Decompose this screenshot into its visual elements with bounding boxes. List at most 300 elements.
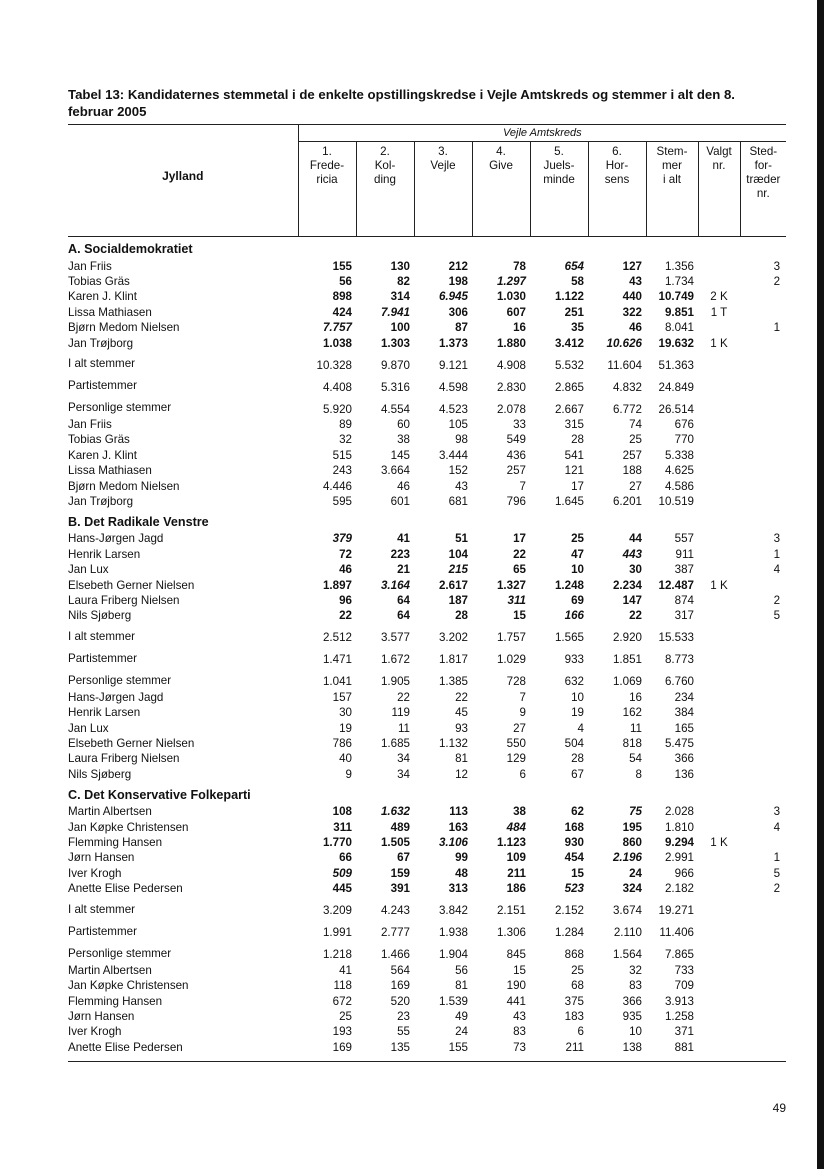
vote-cell: 10 bbox=[571, 690, 584, 704]
vote-cell: 7 bbox=[519, 479, 526, 493]
total-cell: 26.514 bbox=[658, 402, 694, 416]
row-label: Bjørn Medom Nielsen bbox=[68, 321, 180, 335]
vote-cell: 48 bbox=[455, 866, 468, 880]
vote-cell: 313 bbox=[448, 882, 468, 896]
vote-cell: 28 bbox=[571, 433, 584, 447]
elected-cell bbox=[698, 274, 740, 289]
table-row bbox=[68, 494, 786, 509]
vote-cell: 391 bbox=[390, 882, 410, 896]
header-corner bbox=[68, 125, 298, 142]
vote-cell: 211 bbox=[507, 866, 526, 880]
summary-row bbox=[68, 624, 786, 646]
vote-cell: 81 bbox=[455, 752, 468, 766]
row-label: Anette Elise Pedersen bbox=[68, 882, 183, 896]
elected-cell bbox=[698, 897, 740, 919]
total-cell: 3.913 bbox=[664, 994, 694, 1008]
elected-cell bbox=[698, 820, 740, 835]
vote-cell: 445 bbox=[332, 882, 352, 896]
column-header bbox=[414, 142, 472, 237]
row-label: Nils Sjøberg bbox=[68, 767, 132, 781]
row-label: Laura Friberg Nielsen bbox=[68, 594, 180, 607]
total-cell: 1.258 bbox=[664, 1009, 694, 1023]
total-cell: 770 bbox=[674, 433, 694, 447]
total-cell: 557 bbox=[674, 532, 694, 546]
substitute-cell: 1 bbox=[773, 321, 781, 335]
bottom-rule-cell bbox=[68, 1055, 786, 1062]
vote-cell: 159 bbox=[390, 866, 410, 880]
vote-cell: 1.122 bbox=[554, 290, 584, 304]
substitute-cell bbox=[740, 721, 786, 736]
party-heading-row bbox=[68, 236, 786, 259]
column-header-line: minde bbox=[543, 173, 575, 186]
vote-cell: 3.674 bbox=[612, 904, 642, 918]
vote-cell: 27 bbox=[513, 721, 526, 735]
row-label: Personlige stemmer bbox=[68, 401, 172, 415]
substitute-cell bbox=[740, 494, 786, 509]
vote-cell: 4.598 bbox=[438, 380, 468, 394]
total-cell: 165 bbox=[674, 721, 694, 735]
table-row bbox=[68, 721, 786, 736]
party-heading-row bbox=[68, 782, 786, 804]
row-label: Jan Køpke Christensen bbox=[68, 820, 189, 834]
substitute-cell: 4 bbox=[773, 563, 781, 577]
elected-cell bbox=[698, 593, 740, 608]
substitute-cell bbox=[740, 417, 786, 432]
vote-cell: 2.777 bbox=[380, 926, 410, 940]
vote-cell: 46 bbox=[629, 321, 642, 335]
vote-cell: 25 bbox=[571, 963, 584, 977]
elected-cell bbox=[698, 866, 740, 881]
vote-cell: 45 bbox=[455, 706, 468, 720]
table-row bbox=[68, 994, 786, 1009]
vote-cell: 49 bbox=[455, 1009, 468, 1023]
party-name: B. Det Radikale Venstre bbox=[68, 514, 209, 529]
elected-cell bbox=[698, 994, 740, 1009]
total-cell: 136 bbox=[674, 767, 694, 781]
vote-cell: 169 bbox=[332, 1040, 352, 1054]
vote-cell: 1.685 bbox=[380, 737, 410, 751]
vote-cell: 28 bbox=[455, 609, 468, 623]
elected-cell: 1 K bbox=[710, 836, 728, 850]
elected-cell: 1 T bbox=[710, 305, 728, 319]
elected-cell bbox=[698, 804, 740, 819]
substitute-cell bbox=[740, 1024, 786, 1039]
vote-cell: 1.851 bbox=[612, 653, 642, 667]
elected-cell bbox=[698, 320, 740, 335]
elected-cell bbox=[698, 705, 740, 720]
row-label: Personlige stemmer bbox=[68, 674, 172, 688]
elected-cell bbox=[698, 963, 740, 978]
vote-cell: 672 bbox=[332, 994, 352, 1008]
vote-cell: 54 bbox=[629, 752, 642, 766]
vote-cell: 1.306 bbox=[496, 926, 526, 940]
total-cell: 234 bbox=[674, 690, 694, 704]
table-row bbox=[68, 289, 786, 304]
vote-cell: 27 bbox=[629, 479, 642, 493]
substitute-cell: 5 bbox=[773, 609, 781, 623]
column-header-line: træder bbox=[746, 173, 781, 186]
row-label: Iver Krogh bbox=[68, 866, 122, 880]
vote-cell: 138 bbox=[622, 1040, 642, 1054]
row-label: Henrik Larsen bbox=[68, 547, 141, 561]
vote-cell: 65 bbox=[513, 563, 526, 577]
column-header-line: 6. bbox=[612, 145, 622, 158]
substitute-cell bbox=[740, 624, 786, 646]
substitute-cell: 5 bbox=[773, 866, 781, 880]
substitute-cell bbox=[740, 463, 786, 478]
elected-cell bbox=[698, 562, 740, 577]
total-cell: 1.356 bbox=[664, 259, 694, 273]
column-header-line: 2. bbox=[380, 145, 390, 158]
vote-cell: 38 bbox=[513, 805, 526, 819]
vote-cell: 1.030 bbox=[496, 290, 526, 304]
total-cell: 8.773 bbox=[664, 653, 694, 667]
vote-cell: 16 bbox=[629, 690, 642, 704]
substitute-cell: 3 bbox=[773, 259, 781, 273]
vote-cell: 4.832 bbox=[612, 380, 642, 394]
elected-cell bbox=[698, 432, 740, 447]
elected-cell bbox=[698, 494, 740, 509]
row-label: Martin Albertsen bbox=[68, 963, 152, 977]
vote-cell: 78 bbox=[513, 259, 526, 273]
elected-cell bbox=[698, 395, 740, 417]
vote-cell: 1.038 bbox=[322, 336, 352, 350]
substitute-cell bbox=[740, 963, 786, 978]
vote-cell: 1.897 bbox=[322, 578, 352, 592]
vote-cell: 523 bbox=[564, 882, 584, 896]
substitute-cell bbox=[740, 941, 786, 963]
elected-cell bbox=[698, 767, 740, 782]
vote-cell: 105 bbox=[448, 417, 468, 431]
vote-cell: 3.577 bbox=[380, 631, 410, 645]
row-label: Lissa Mathiasen bbox=[68, 305, 152, 319]
vote-cell: 1.297 bbox=[496, 274, 526, 288]
vote-cell: 89 bbox=[339, 417, 352, 431]
vote-cell: 4.554 bbox=[380, 402, 410, 416]
vote-cell: 1.565 bbox=[554, 631, 584, 645]
vote-cell: 1.938 bbox=[438, 926, 468, 940]
summary-row bbox=[68, 373, 786, 395]
vote-cell: 24 bbox=[455, 1025, 468, 1039]
vote-cell: 135 bbox=[390, 1040, 410, 1054]
column-header-line: Give bbox=[489, 159, 513, 172]
vote-cell: 11 bbox=[397, 721, 410, 735]
vote-cell: 118 bbox=[333, 979, 352, 993]
total-cell: 676 bbox=[674, 417, 694, 431]
vote-cell: 1.123 bbox=[496, 836, 526, 850]
total-cell: 10.519 bbox=[658, 494, 694, 508]
vote-cell: 19 bbox=[339, 721, 352, 735]
vote-cell: 1.672 bbox=[380, 653, 410, 667]
row-label: Laura Friberg Nielsen bbox=[68, 752, 180, 766]
vote-cell: 55 bbox=[397, 1025, 410, 1039]
vote-cell: 30 bbox=[629, 563, 642, 577]
vote-cell: 46 bbox=[339, 563, 352, 577]
table-row bbox=[68, 336, 786, 351]
substitute-cell: 2 bbox=[773, 882, 781, 896]
vote-cell: 515 bbox=[332, 448, 352, 462]
vote-cell: 4.446 bbox=[322, 479, 352, 493]
substitute-cell: 2 bbox=[773, 594, 781, 607]
summary-row bbox=[68, 919, 786, 941]
vote-cell: 22 bbox=[513, 547, 526, 561]
vote-cell: 186 bbox=[506, 882, 526, 896]
substitute-cell bbox=[740, 395, 786, 417]
vote-cell: 520 bbox=[390, 994, 410, 1008]
vote-cell: 1.284 bbox=[554, 926, 584, 940]
vote-cell: 366 bbox=[622, 994, 642, 1008]
vote-cell: 168 bbox=[564, 820, 584, 834]
vote-cell: 818 bbox=[622, 737, 642, 751]
column-header-line: 4. bbox=[496, 145, 506, 158]
vote-cell: 23 bbox=[397, 1009, 410, 1023]
vote-cell: 1.904 bbox=[438, 948, 468, 962]
vote-cell: 82 bbox=[397, 274, 410, 288]
vote-cell: 15 bbox=[513, 609, 526, 623]
vote-cell: 11.604 bbox=[607, 358, 642, 372]
vote-cell: 440 bbox=[622, 290, 642, 304]
total-cell: 911 bbox=[675, 547, 694, 561]
column-header-line: Hor- bbox=[605, 159, 629, 172]
vote-cell: 69 bbox=[571, 594, 584, 607]
total-cell: 11.406 bbox=[659, 926, 694, 940]
vote-cell: 66 bbox=[339, 851, 352, 865]
elected-cell bbox=[698, 646, 740, 668]
elected-cell: 1 K bbox=[710, 578, 728, 592]
vote-cell: 1.905 bbox=[380, 675, 410, 689]
table-bottom-rule bbox=[68, 1055, 786, 1062]
column-header-line: Frede- bbox=[309, 159, 345, 172]
vote-cell: 315 bbox=[564, 417, 584, 431]
vote-cell: 243 bbox=[332, 464, 352, 478]
vote-cell: 1.385 bbox=[438, 675, 468, 689]
vote-cell: 2.151 bbox=[496, 904, 526, 918]
total-cell: 24.849 bbox=[658, 380, 694, 394]
column-header-line: for- bbox=[754, 159, 772, 172]
vote-cell: 157 bbox=[332, 690, 352, 704]
total-cell: 966 bbox=[674, 866, 694, 880]
total-cell: 8.041 bbox=[664, 321, 694, 335]
vote-cell: 681 bbox=[448, 494, 468, 508]
vote-cell: 6.772 bbox=[612, 402, 642, 416]
scan-edge bbox=[817, 0, 824, 1169]
elected-cell bbox=[698, 751, 740, 766]
column-header-line: 5. bbox=[554, 145, 564, 158]
row-label: Lissa Mathiasen bbox=[68, 464, 152, 478]
vote-cell: 43 bbox=[513, 1009, 526, 1023]
vote-cell: 601 bbox=[390, 494, 410, 508]
summary-row bbox=[68, 941, 786, 963]
elected-cell bbox=[698, 941, 740, 963]
vote-cell: 935 bbox=[622, 1009, 642, 1023]
table-row bbox=[68, 305, 786, 320]
vote-cell: 127 bbox=[622, 259, 642, 273]
vote-cell: 119 bbox=[391, 706, 410, 720]
vote-cell: 1.041 bbox=[322, 675, 352, 689]
row-label: Jan Trøjborg bbox=[68, 336, 134, 350]
vote-cell: 5.920 bbox=[322, 402, 352, 416]
total-cell: 4.625 bbox=[664, 464, 694, 478]
substitute-cell: 3 bbox=[773, 532, 781, 546]
column-header-line: Sted- bbox=[749, 145, 778, 158]
vote-cell: 28 bbox=[571, 752, 584, 766]
row-label: Flemming Hansen bbox=[68, 836, 163, 850]
vote-cell: 188 bbox=[622, 464, 642, 478]
table-row bbox=[68, 804, 786, 819]
substitute-cell: 1 bbox=[773, 547, 781, 561]
row-label: Partistemmer bbox=[68, 924, 137, 938]
total-cell: 881 bbox=[674, 1040, 694, 1054]
elected-cell bbox=[698, 1009, 740, 1024]
vote-cell: 1.327 bbox=[496, 578, 526, 592]
vote-cell: 19 bbox=[571, 706, 584, 720]
vote-table bbox=[68, 124, 786, 1062]
vote-cell: 251 bbox=[564, 305, 584, 319]
substitute-cell bbox=[740, 897, 786, 919]
vote-cell: 129 bbox=[506, 752, 526, 766]
elected-cell bbox=[698, 1040, 740, 1055]
vote-cell: 2.110 bbox=[613, 926, 642, 940]
row-label: Jan Friis bbox=[68, 417, 112, 431]
column-header bbox=[588, 142, 646, 237]
substitute-cell: 4 bbox=[773, 820, 781, 834]
vote-cell: 169 bbox=[390, 979, 410, 993]
vote-cell: 190 bbox=[506, 979, 526, 993]
vote-cell: 22 bbox=[397, 690, 410, 704]
vote-cell: 25 bbox=[629, 433, 642, 447]
summary-row bbox=[68, 646, 786, 668]
table-row bbox=[68, 547, 786, 562]
table-row bbox=[68, 432, 786, 447]
vote-cell: 9.870 bbox=[380, 358, 410, 372]
vote-cell: 38 bbox=[397, 433, 410, 447]
vote-cell: 9.121 bbox=[438, 358, 468, 372]
vote-cell: 1.466 bbox=[380, 948, 410, 962]
elected-cell bbox=[698, 1024, 740, 1039]
row-label: I alt stemmer bbox=[68, 357, 135, 371]
vote-cell: 1.373 bbox=[438, 336, 468, 350]
table-header bbox=[68, 125, 786, 237]
vote-cell: 34 bbox=[397, 752, 410, 766]
substitute-cell bbox=[740, 578, 786, 593]
vote-cell: 4.243 bbox=[380, 904, 410, 918]
vote-cell: 67 bbox=[571, 767, 584, 781]
vote-cell: 99 bbox=[455, 851, 468, 865]
elected-cell bbox=[698, 736, 740, 751]
total-cell: 10.749 bbox=[658, 290, 694, 304]
vote-cell: 2.865 bbox=[554, 380, 584, 394]
vote-cell: 2.617 bbox=[438, 578, 468, 592]
vote-cell: 441 bbox=[506, 994, 526, 1008]
elected-cell bbox=[698, 463, 740, 478]
vote-cell: 3.106 bbox=[438, 836, 468, 850]
row-label: Partistemmer bbox=[68, 652, 137, 666]
table-row bbox=[68, 463, 786, 478]
elected-cell bbox=[698, 850, 740, 865]
row-label: Iver Krogh bbox=[68, 1025, 122, 1039]
total-cell: 51.363 bbox=[658, 358, 694, 372]
vote-cell: 1.991 bbox=[322, 926, 352, 940]
vote-cell: 314 bbox=[390, 290, 410, 304]
table-row bbox=[68, 448, 786, 463]
total-cell: 874 bbox=[674, 594, 694, 607]
vote-cell: 15 bbox=[571, 866, 584, 880]
vote-cell: 10 bbox=[571, 563, 584, 577]
row-label: Nils Sjøberg bbox=[68, 609, 132, 623]
vote-cell: 7.941 bbox=[380, 305, 410, 319]
elected-cell bbox=[698, 259, 740, 274]
column-header-line: Kol- bbox=[374, 159, 396, 172]
vote-cell: 509 bbox=[332, 866, 352, 880]
table-row bbox=[68, 531, 786, 546]
vote-cell: 654 bbox=[564, 259, 584, 273]
total-cell: 2.182 bbox=[664, 882, 694, 896]
column-header bbox=[472, 142, 530, 237]
table-row bbox=[68, 866, 786, 881]
row-label: Hans-Jørgen Jagd bbox=[68, 690, 164, 704]
vote-cell: 41 bbox=[397, 532, 410, 546]
vote-cell: 56 bbox=[339, 274, 352, 288]
vote-cell: 1.132 bbox=[438, 737, 468, 751]
vote-cell: 81 bbox=[455, 979, 468, 993]
vote-cell: 152 bbox=[448, 464, 468, 478]
vote-cell: 10.626 bbox=[606, 336, 642, 350]
row-label: Jørn Hansen bbox=[68, 851, 135, 865]
vote-cell: 195 bbox=[622, 820, 642, 834]
vote-cell: 257 bbox=[506, 464, 526, 478]
vote-cell: 32 bbox=[629, 963, 642, 977]
summary-row bbox=[68, 668, 786, 690]
vote-cell: 311 bbox=[333, 820, 352, 834]
elected-cell bbox=[698, 881, 740, 896]
vote-cell: 130 bbox=[390, 259, 410, 273]
vote-cell: 22 bbox=[629, 609, 642, 623]
vote-cell: 7 bbox=[519, 690, 526, 704]
vote-cell: 46 bbox=[397, 479, 410, 493]
vote-cell: 933 bbox=[564, 653, 584, 667]
vote-cell: 379 bbox=[332, 532, 352, 546]
table-title: Tabel 13: Kandidaternes stemmetal i de enkelte opstillingskredse i Vejle Amtskreds og stemmer i alt den 8. februar 2005 bbox=[68, 87, 735, 119]
total-cell: 9.294 bbox=[664, 836, 694, 850]
table-row bbox=[68, 479, 786, 494]
vote-cell: 212 bbox=[448, 259, 468, 273]
vote-cell: 104 bbox=[448, 547, 468, 561]
vote-cell: 1.770 bbox=[322, 836, 352, 850]
substitute-cell bbox=[740, 1009, 786, 1024]
vote-cell: 845 bbox=[506, 948, 526, 962]
vote-cell: 311 bbox=[507, 594, 526, 607]
column-header bbox=[298, 142, 356, 237]
substitute-cell bbox=[740, 668, 786, 690]
table-row bbox=[68, 593, 786, 608]
vote-cell: 22 bbox=[339, 609, 352, 623]
vote-cell: 83 bbox=[513, 1025, 526, 1039]
elected-cell bbox=[698, 547, 740, 562]
vote-cell: 424 bbox=[332, 305, 352, 319]
total-cell: 2.991 bbox=[664, 851, 694, 865]
vote-cell: 930 bbox=[564, 836, 584, 850]
vote-cell: 1.471 bbox=[322, 653, 352, 667]
vote-cell: 322 bbox=[622, 305, 642, 319]
vote-cell: 121 bbox=[564, 464, 584, 478]
substitute-cell bbox=[740, 305, 786, 320]
total-cell: 317 bbox=[674, 609, 694, 623]
vote-cell: 1.303 bbox=[380, 336, 410, 350]
vote-cell: 550 bbox=[506, 737, 526, 751]
vote-cell: 3.202 bbox=[438, 631, 468, 645]
vote-cell: 41 bbox=[339, 963, 352, 977]
total-cell: 387 bbox=[674, 563, 694, 577]
